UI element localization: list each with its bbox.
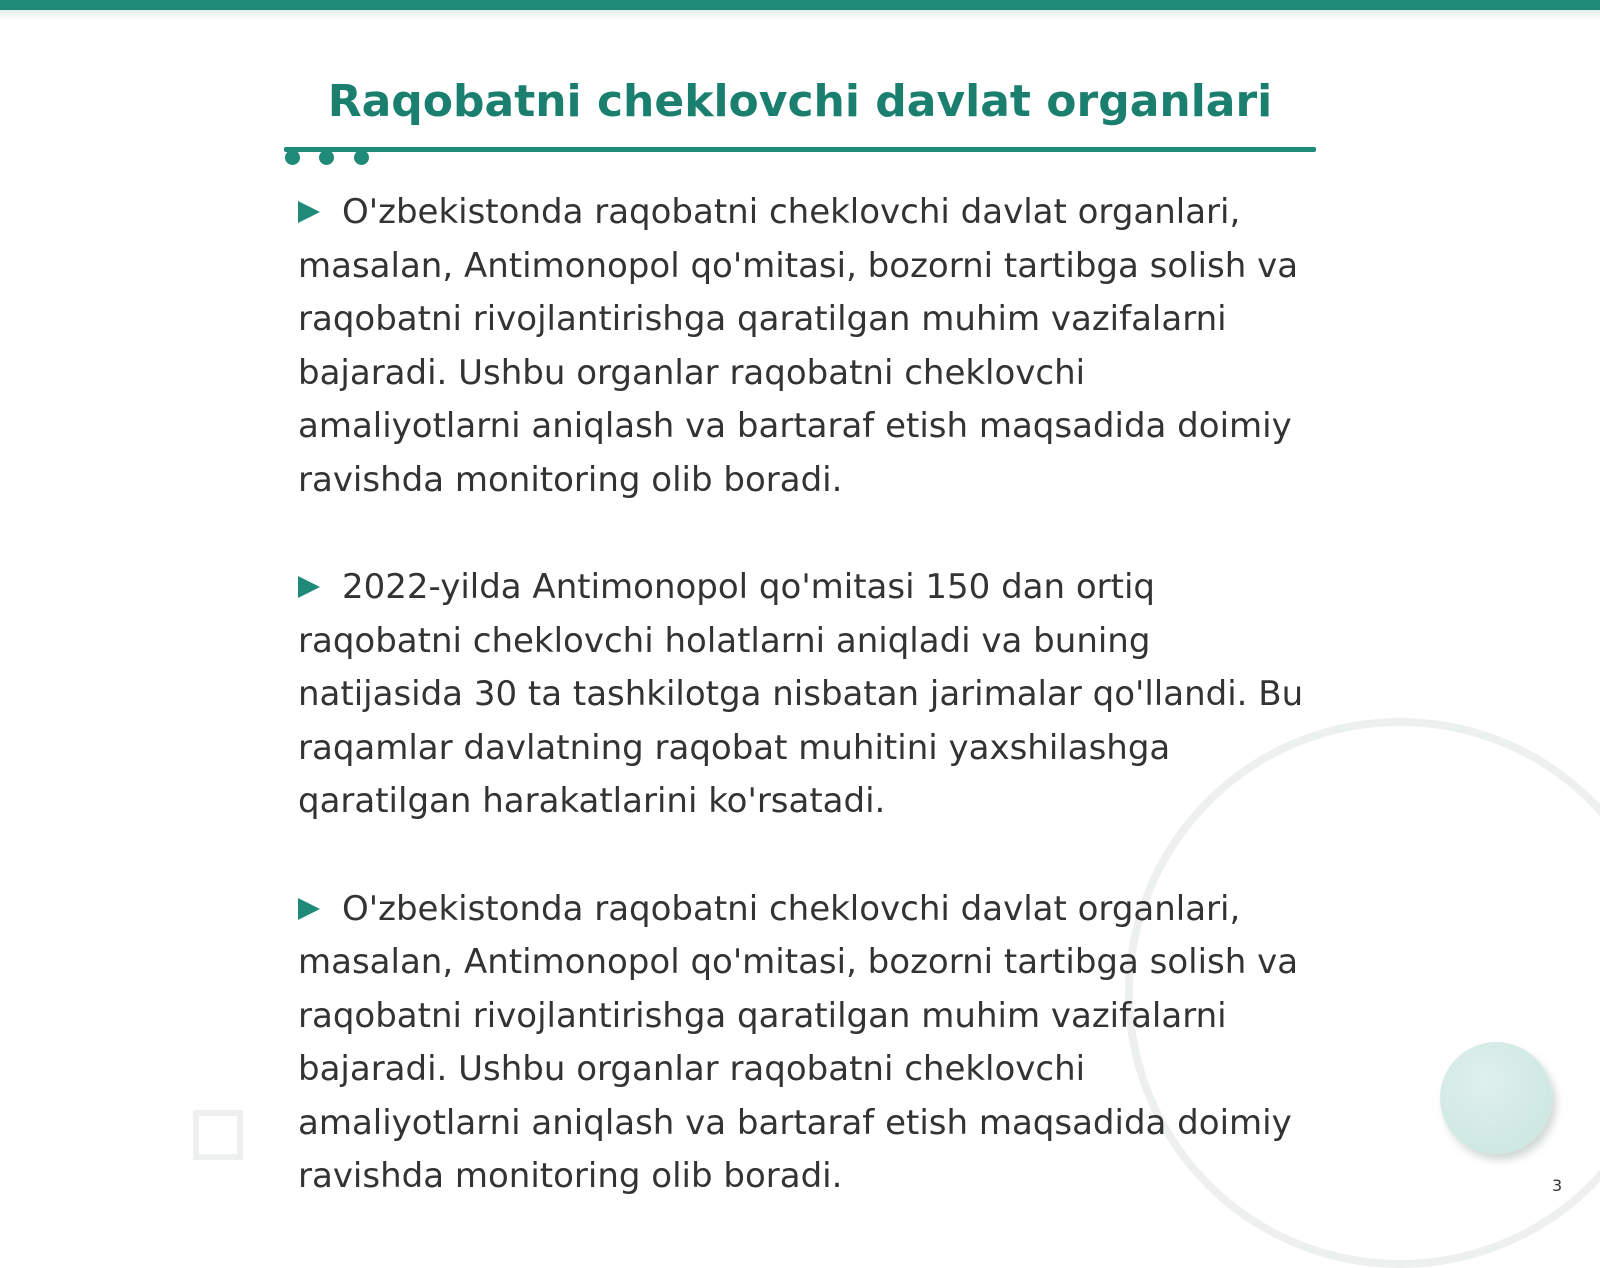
- bullet-item: [298, 883, 1308, 1204]
- top-bar-shadow: [0, 10, 1600, 20]
- page-number: 3: [1552, 1176, 1563, 1195]
- decorative-circle: [1440, 1042, 1552, 1154]
- slide-title: Raqobatni cheklovchi davlat organlari: [327, 76, 1273, 127]
- decorative-square: [193, 1110, 243, 1160]
- bullet-item: [298, 186, 1308, 507]
- play-triangle-icon: [298, 576, 320, 598]
- bullet-item: [298, 561, 1308, 829]
- underline-dot: [319, 150, 334, 165]
- bullet-text: 2022-yilda Antimonopol qo'mitasi 150 dan ortiq raqobatni cheklovchi holatlarni aniqladi va buning natijasida 30 ta tashkilotga nisbatan jarimalar qo'llandi. Bu raqamlar davlatning raqobat muhitini yaxshilashga qaratilgan harakatlarini ko'rsatadi.: [298, 567, 1304, 821]
- bullet-text: O'zbekistonda raqobatni cheklovchi davlat organlari, masalan, Antimonopol qo'mitasi, bozorni tartibga solish va raqobatni rivojlantirishga qaratilgan muhim vazifalarni bajaradi. Ushbu organlar raqobatni cheklovchi amaliyotlarni aniqlash va bartaraf etish maqsadida doimiy ravishda monitoring olib boradi.: [298, 888, 1299, 1196]
- underline-dot: [285, 150, 300, 165]
- top-accent-bar: [0, 0, 1600, 10]
- bullet-text: O'zbekistonda raqobatni cheklovchi davlat organlari, masalan, Antimonopol qo'mitasi, bozorni tartibga solish va raqobatni rivojlantirishga qaratilgan muhim vazifalarni bajaradi. Ushbu organlar raqobatni cheklovchi amaliyotlarni aniqlash va bartaraf etish maqsadida doimiy ravishda monitoring olib boradi.: [298, 192, 1299, 500]
- bullet-list: [298, 186, 1308, 1258]
- underline-dot: [354, 150, 369, 165]
- play-triangle-icon: [298, 898, 320, 920]
- title-underline: [284, 147, 1316, 152]
- play-triangle-icon: [298, 201, 320, 223]
